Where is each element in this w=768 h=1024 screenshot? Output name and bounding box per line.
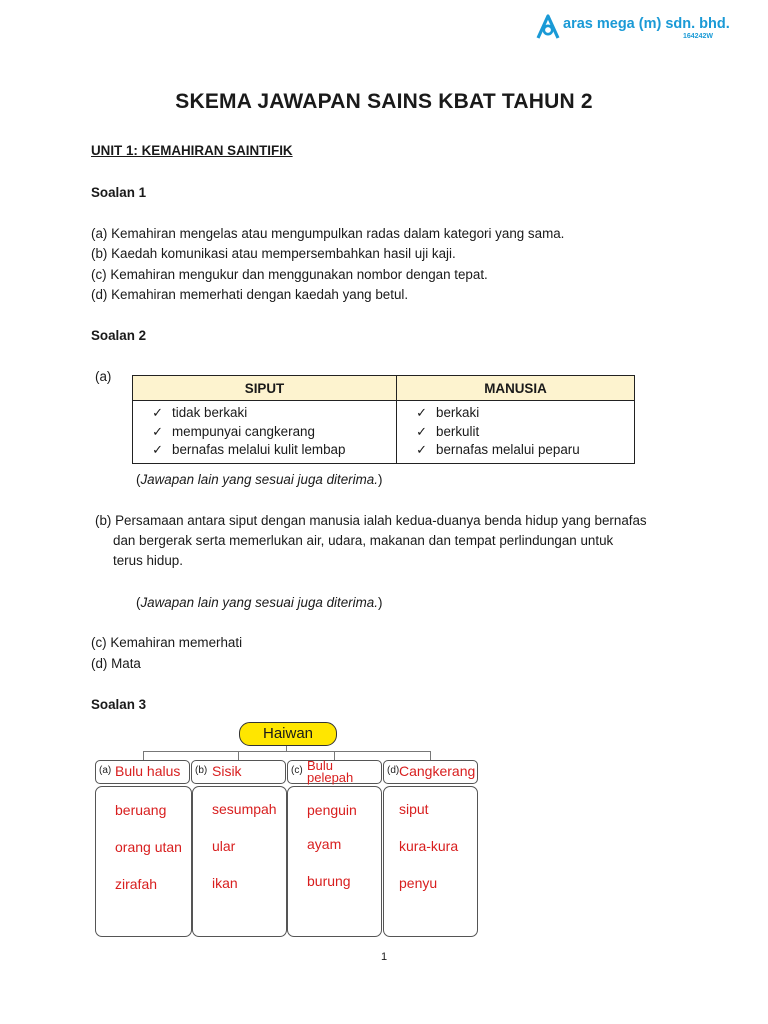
animal-box-d — [383, 786, 478, 937]
diagram-root-haiwan: Haiwan — [239, 722, 337, 746]
soalan-2-part-b-line-3: terus hidup. — [113, 553, 183, 568]
siput-item-text: mempunyai cangkerang — [172, 423, 315, 439]
connector-line — [143, 751, 144, 760]
soalan-2-part-c: (c) Kemahiran memerhati — [91, 635, 243, 650]
animal-box-c — [287, 786, 382, 937]
soalan-2-heading: Soalan 2 — [91, 328, 147, 343]
soalan-2-part-d: (d) Mata — [91, 656, 141, 671]
alternative-answer-note: (Jawapan lain yang sesuai juga diterima.) — [136, 472, 383, 487]
category-letter: (d) — [387, 765, 400, 776]
category-name-line-2: pelepah — [307, 770, 354, 785]
manusia-item — [397, 423, 634, 442]
manusia-item-text: berkulit — [436, 423, 480, 439]
siput-item-text: tidak berkaki — [172, 405, 248, 420]
category-letter: (b) — [195, 765, 208, 776]
check-icon: ✓ — [416, 423, 427, 439]
check-icon: ✓ — [416, 405, 427, 420]
table-header-manusia: MANUSIA — [397, 376, 635, 401]
alternative-answer-note: (Jawapan lain yang sesuai juga diterima.) — [136, 595, 383, 610]
table-header-siput: SIPUT — [133, 376, 397, 401]
check-icon: ✓ — [152, 442, 163, 457]
category-letter: (c) — [291, 765, 303, 776]
connector-line — [143, 751, 431, 752]
soalan-3-heading: Soalan 3 — [91, 697, 147, 712]
animal-name: ikan — [212, 875, 238, 891]
category-name: Cangkerang — [399, 763, 476, 779]
category-name-line-1: Bulu — [307, 758, 334, 773]
page-number: 1 — [380, 951, 388, 963]
category-a — [95, 760, 190, 784]
document-title: SKEMA JAWAPAN SAINS KBAT TAHUN 2 — [175, 90, 593, 113]
animal-name: siput — [399, 801, 429, 817]
logo-registration: 164242W — [683, 33, 713, 40]
animal-name: kura-kura — [399, 838, 459, 854]
soalan-1-answer-d: (d) Kemahiran memerhati dengan kaedah yang betul. — [91, 287, 409, 302]
animal-box-b — [192, 786, 287, 937]
connector-line — [334, 751, 335, 760]
logo-text: aras mega (m) sdn. bhd. — [563, 16, 730, 32]
animal-name: penguin — [307, 802, 357, 818]
category-letter: (a) — [99, 765, 112, 776]
animal-name: ayam — [307, 836, 342, 852]
category-d — [383, 760, 478, 784]
siput-item — [133, 441, 396, 460]
category-c — [287, 760, 382, 784]
logo-icon — [535, 14, 561, 40]
animal-name: penyu — [399, 875, 438, 891]
animal-name: orang utan — [115, 839, 182, 855]
animal-name: beruang — [115, 802, 167, 818]
category-b — [191, 760, 286, 784]
soalan-2-part-b-line-1: (b) Persamaan antara siput dengan manusia ialah kedua-duanya benda hidup yang bernafas — [95, 513, 647, 528]
check-icon: ✓ — [416, 442, 427, 457]
check-icon: ✓ — [152, 423, 163, 439]
animal-name: burung — [307, 873, 351, 889]
connector-line — [430, 751, 431, 760]
siput-item-text: bernafas melalui kulit lembap — [172, 442, 346, 457]
connector-line — [238, 751, 239, 760]
siput-item — [133, 423, 396, 442]
soalan-1-answer-c: (c) Kemahiran mengukur dan menggunakan nombor dengan tepat. — [91, 267, 488, 282]
soalan-1-heading: Soalan 1 — [91, 185, 147, 200]
manusia-item-text: berkaki — [436, 405, 480, 420]
animal-name: zirafah — [115, 876, 158, 892]
manusia-cell — [397, 401, 635, 464]
unit-heading: UNIT 1: KEMAHIRAN SAINTIFIK — [91, 143, 293, 158]
animal-name: ular — [212, 838, 236, 854]
check-icon: ✓ — [152, 405, 163, 420]
siput-item — [133, 404, 396, 423]
soalan-1-answer-b: (b) Kaedah komunikasi atau mempersembahkan hasil uji kaji. — [91, 246, 456, 261]
soalan-1-answer-a: (a) Kemahiran mengelas atau mengumpulkan radas dalam kategori yang sama. — [91, 226, 565, 241]
manusia-item-text: bernafas melalui peparu — [436, 442, 580, 457]
animal-box-a — [95, 786, 192, 937]
animal-name: sesumpah — [212, 801, 277, 817]
manusia-item — [397, 404, 634, 423]
soalan-2-part-b-line-2: dan bergerak serta memerlukan air, udara, makanan dan tempat perlindungan untuk — [113, 533, 614, 548]
company-logo — [535, 14, 735, 44]
soalan-2-part-a-label: (a) — [95, 369, 112, 384]
manusia-item — [397, 441, 634, 460]
category-name: Sisik — [212, 763, 242, 779]
comparison-table — [132, 375, 635, 464]
category-name: Bulu halus — [115, 763, 181, 779]
siput-cell — [133, 401, 397, 464]
